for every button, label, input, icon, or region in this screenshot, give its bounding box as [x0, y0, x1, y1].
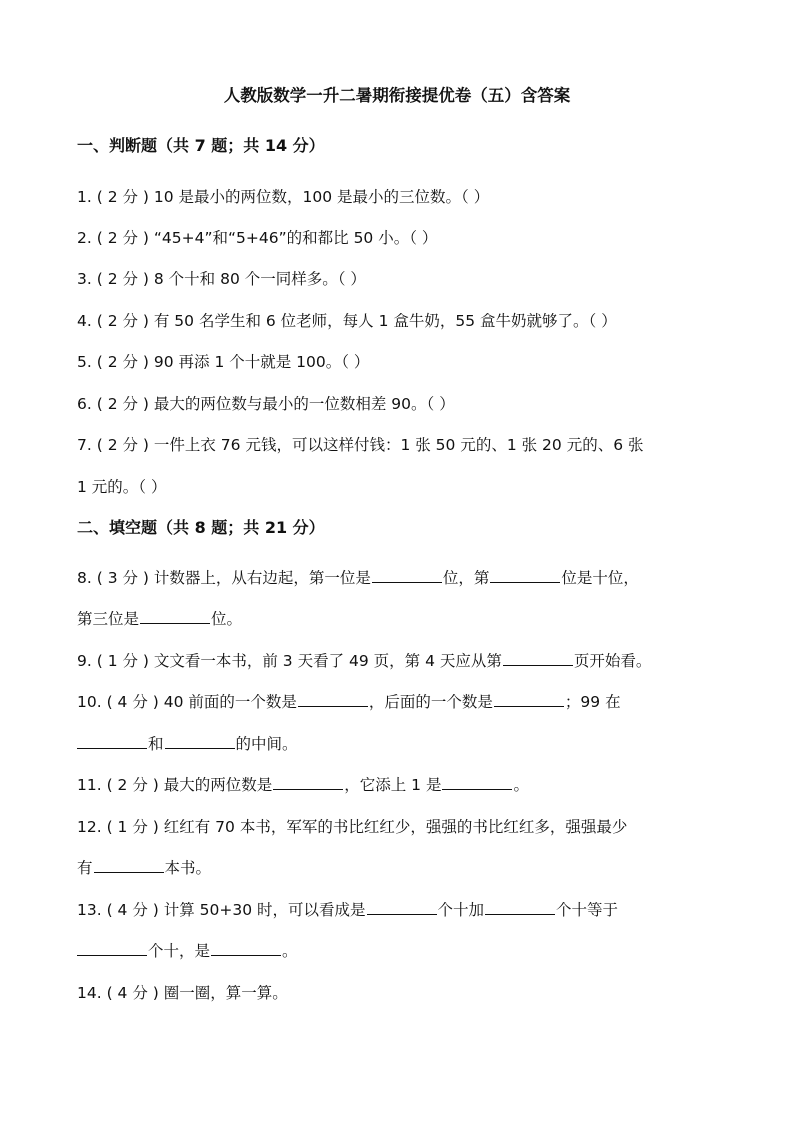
question-8-text-c: 位是十位， [561, 569, 639, 587]
question-1: 1. ( 2 分 ) 10 是最小的两位数，100 是最小的三位数。（ ） [77, 188, 490, 206]
question-10-line-1 [77, 691, 719, 713]
question-8-text-d: 第三位是 [77, 610, 140, 628]
question-6: 6. ( 2 分 ) 最大的两位数与最小的一位数相差 90。（ ） [77, 395, 455, 413]
question-13-text-a: 13. ( 4 分 ) 计算 50+30 时，可以看成是 [77, 901, 366, 919]
question-12-line-1: 12. ( 1 分 ) 红红有 70 本书，军军的书比红红少，强强的书比红红多，强强最少 [77, 818, 628, 836]
answer-blank[interactable] [77, 734, 147, 749]
question-8-text-a: 8. ( 3 分 ) 计数器上，从右边起，第一位是 [77, 569, 371, 587]
question-14: 14. ( 4 分 ) 圈一圈，算一算。 [77, 984, 288, 1002]
answer-blank[interactable] [165, 734, 235, 749]
answer-blank[interactable] [140, 609, 210, 624]
answer-blank[interactable] [490, 568, 560, 583]
question-9-text-b: 页开始看。 [573, 652, 652, 670]
question-13-text-e: 。 [282, 942, 298, 960]
answer-blank[interactable] [503, 651, 573, 666]
question-11-text-a: 11. ( 2 分 ) 最大的两位数是 [77, 776, 273, 794]
question-9 [77, 650, 719, 672]
question-12-text-c: 本书。 [164, 859, 212, 877]
question-11-text-c: 。 [513, 776, 529, 794]
question-7-line-2: 1 元的。（ ） [77, 478, 167, 496]
question-10-text-e: 的中间。 [235, 735, 298, 753]
question-10-text-b: ，后面的一个数是 [368, 693, 493, 711]
answer-blank[interactable] [485, 900, 555, 915]
document-title: 人教版数学一升二暑期衔接提优卷（五）含答案 [223, 86, 571, 105]
question-8-line-1 [77, 567, 719, 589]
question-8-text-b: 位，第 [442, 569, 490, 587]
answer-blank[interactable] [298, 692, 368, 707]
question-5: 5. ( 2 分 ) 90 再添 1 个十就是 100。（ ） [77, 353, 370, 371]
question-12-text-b: 有 [77, 859, 93, 877]
question-8-text-e: 位。 [211, 610, 243, 628]
answer-blank[interactable] [367, 900, 437, 915]
answer-blank[interactable] [273, 775, 343, 790]
section-heading-fill-blank: 二、填空题（共 8 题；共 21 分） [77, 518, 325, 537]
question-3: 3. ( 2 分 ) 8 个十和 80 个一同样多。（ ） [77, 270, 366, 288]
question-11 [77, 774, 719, 796]
question-13-text-d: 个十，是 [148, 942, 211, 960]
question-2: 2. ( 2 分 ) “45+4”和“5+46”的和都比 50 小。（ ） [77, 229, 438, 247]
question-13-text-c: 个十等于 [556, 901, 619, 919]
question-12-line-2 [77, 857, 719, 879]
question-10-line-2 [77, 733, 719, 755]
answer-blank[interactable] [211, 941, 281, 956]
question-10-text-d: 和 [148, 735, 164, 753]
question-7-line-1: 7. ( 2 分 ) 一件上衣 76 元钱，可以这样付钱：1 张 50 元的、1 张 20 元的、6 张 [77, 436, 644, 454]
answer-blank[interactable] [77, 941, 147, 956]
question-10-text-c: ；99 在 [564, 693, 621, 711]
question-11-text-b: ，它添上 1 是 [344, 776, 442, 794]
question-13-line-2 [77, 940, 719, 962]
question-13-line-1 [77, 899, 719, 921]
answer-blank[interactable] [94, 858, 164, 873]
question-9-text-a: 9. ( 1 分 ) 文文看一本书，前 3 天看了 49 页，第 4 天应从第 [77, 652, 502, 670]
answer-blank[interactable] [494, 692, 564, 707]
answer-blank[interactable] [372, 568, 442, 583]
question-13-text-b: 个十加 [437, 901, 485, 919]
section-heading-judgement: 一、判断题（共 7 题；共 14 分） [77, 136, 325, 155]
question-4: 4. ( 2 分 ) 有 50 名学生和 6 位老师，每人 1 盒牛奶，55 盒牛奶就够了。（ ） [77, 312, 617, 330]
question-8-line-2 [77, 608, 719, 630]
answer-blank[interactable] [442, 775, 512, 790]
question-10-text-a: 10. ( 4 分 ) 40 前面的一个数是 [77, 693, 297, 711]
